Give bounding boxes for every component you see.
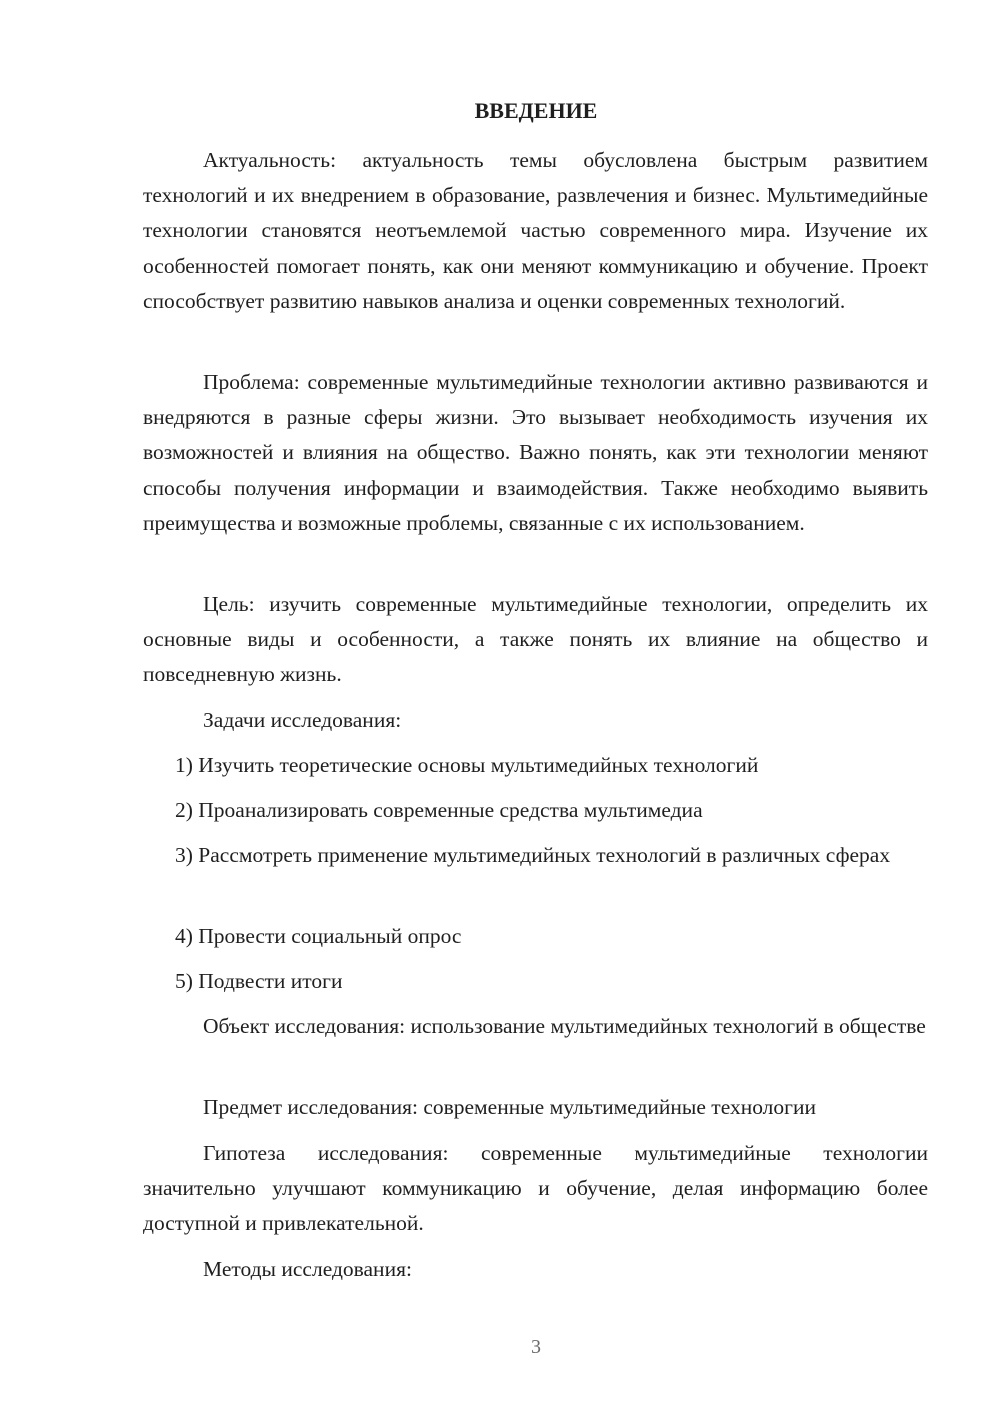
page-number: 3 xyxy=(531,1336,541,1358)
list-item-task-1: 1) Изучить теоретические основы мультимедийных технологий xyxy=(175,753,759,777)
list-item-task-4: 4) Провести социальный опрос xyxy=(175,924,462,948)
section-heading: ВВЕДЕНИЕ xyxy=(474,98,598,123)
list-item-task-5: 5) Подвести итоги xyxy=(175,969,343,993)
paragraph-relevance: Актуальность: актуальность темы обусловлена быстрым развитием технологий и их внедрением в образование, развлечения и бизнес. Мультимедийные технологии становятся неотъемлемой частью современного мира. Изучение их особенностей помогает понять, как они меняют коммуникацию и обучение. Проект способствует развитию навыков анализа и оценки современных технологий. xyxy=(143,148,928,313)
paragraph-methods-heading: Методы исследования: xyxy=(203,1257,412,1281)
paragraph-subject: Предмет исследования: современные мультимедийные технологии xyxy=(203,1095,816,1119)
list-item-task-2: 2) Проанализировать современные средства мультимедиа xyxy=(175,798,703,822)
paragraph-object: Объект исследования: использование мультимедийных технологий в обществе xyxy=(203,1014,926,1038)
paragraph-hypothesis: Гипотеза исследования: современные мультимедийные технологии значительно улучшают коммуникацию и обучение, делая информацию более доступной и привлекательной. xyxy=(143,1141,928,1236)
paragraph-tasks-heading: Задачи исследования: xyxy=(203,708,402,732)
list-item-task-3: 3) Рассмотреть применение мультимедийных технологий в различных сферах xyxy=(175,843,891,867)
paragraph-problem: Проблема: современные мультимедийные технологии активно развиваются и внедряются в разные сферы жизни. Это вызывает необходимость изучения их возможностей и влияния на общество. Важно понять, как эти технологии меняют способы получения информации и взаимодействия. Также необходимо выявить преимущества и возможные проблемы, связанные с их использованием. xyxy=(143,370,928,535)
paragraph-goal: Цель: изучить современные мультимедийные технологии, определить их основные виды и особенности, а также понять их влияние на общество и повседневную жизнь. xyxy=(143,592,928,687)
